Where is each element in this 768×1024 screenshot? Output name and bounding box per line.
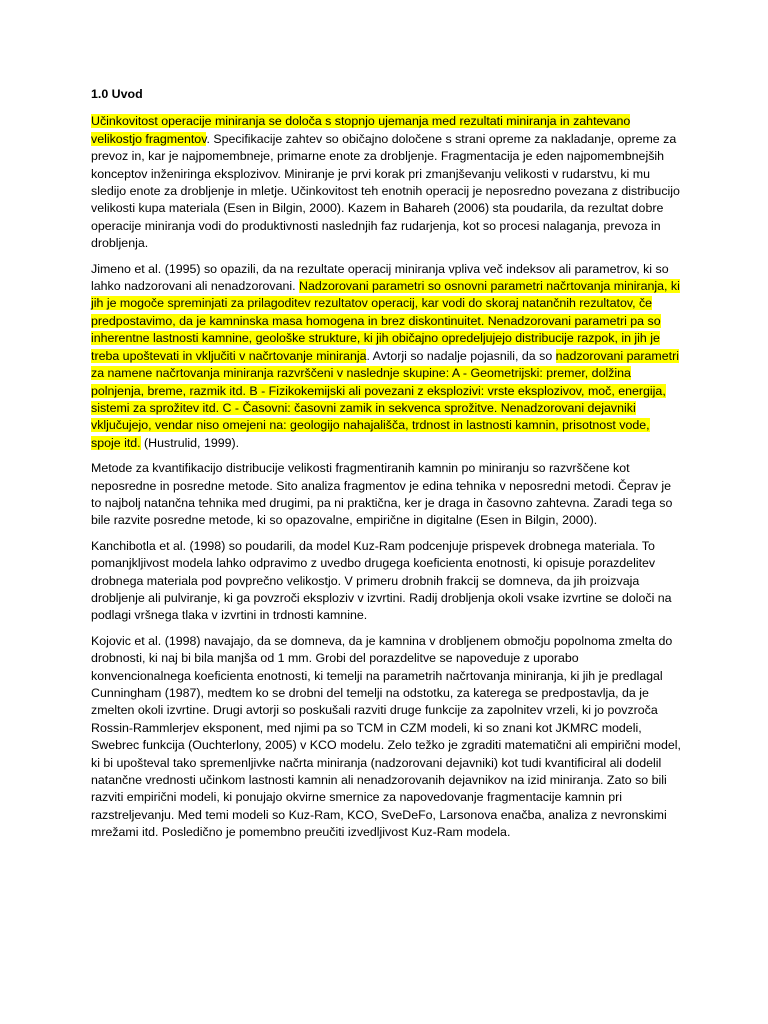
body-text: . Specifikacije zahtev so običajno določene s strani opreme za nakladanje, opreme za prevoz in, kar je najpomembneje, primarne enote za drobljenje. Fragmentacija je eden najpomembnejših konceptov inženiringa eksplozivov. Miniranje je prvi korak pri zmanjševanju velikosti v rudarstvu, ki mu sledijo enote za drobljenje in mletje. Učinkovitost teh enotnih operacij je neposredno povezana z distribucijo velikosti kupa materiala (Esen in Bilgin, 2000). Kazem in Bahareh (2006) sta poudarila, da rezultat dobre operacije miniranja vodi do produktivnosti naslednjih faz rudarjenja, kot so procesi nalaganja, prevoza in drobljenja. — [91, 131, 680, 251]
body-text: Kanchibotla et al. (1998) so poudarili, da model Kuz-Ram podcenjuje prispevek drobnega materiala. To pomanjkljivost modela lahko odpravimo z uvedbo drugega koeficienta enotnosti, ki opisuje porazdelitev drobnega materiala pod povprečno velikostjo. V primeru drobnih frakcij se domneva, da jih proizvaja drobljenje ali pulviranje, ki ga povzroči eksploziv v izvrtini. Radij drobljenja okoli vsake izvrtine se določi na podlagi vršnega tlaka v izvrtini in trdnosti kamnine. — [91, 538, 672, 623]
body-text: . Avtorji so nadalje pojasnili, da so — [366, 348, 556, 363]
highlighted-text: Nadzorovani parametri so osnovni parametri načrtovanja miniranja, ki jih je mogoče spreminjati za prilagoditev rezultatov operacij, kar vodi do skoraj natančnih rezultatov, če predpostavimo, da je kamninska masa homogena in brez diskontinuitet. Nenadzorovani parametri pa so inherentne lastnosti kamnine, geološke strukture, ki jih običajno opredeljujejo distribucije razpok, in jih je treba upoštevati in vključiti v načrtovanje miniranja — [91, 279, 680, 363]
body-text: Kojovic et al. (1998) navajajo, da se domneva, da je kamnina v drobljenem območju popolnoma zmelta do drobnosti, ki naj bi bila manjša od 1 mm. Grobi del porazdelitve se napoveduje z uporabo konvencionalnega koeficienta enotnosti, ki temelji na parametrih načrtovanja miniranja, ki jih je predlagal Cunningham (1987), medtem ko se drobni del temelji na odstotku, za katerega se predpostavlja, da je zmelten okoli izvrtine. Drugi avtorji so poskušali razviti druge funkcije za zapolnitev vrzeli, ki jo povzroča Rossin-Rammlerjev eksponent, med njimi pa so TCM in CZM modeli, ki so znani kot JKMRC modeli, Swebrec funkcija (Ouchterlony, 2005) v KCO modelu. Zelo težko je zgraditi matematični ali empirični model, ki bi upošteval tako spremenljivke načrta miniranja (nadzorovani dejavniki) kot tudi kvantificiral ali dodelil natančne vrednosti učinkom lastnosti kamnin ali nenadzorovanih dejavnikov na izid miniranja. Zato so bili razviti empirični modeli, ki ponujajo okvirne smernice za napovedovanje fragmentacije kamnin pri razstreljevanju. Med temi modeli so Kuz-Ram, KCO, SveDeFo, Larsonova enačba, analiza z nevronskimi mrežami itd. Posledično je pomembno preučiti izvedljivost Kuz-Ram modela. — [91, 633, 681, 840]
highlighted-text: nadzorovani parametri za namene načrtovanja miniranja razvrščeni v naslednje skupine: A - Geometrijski: premer, dolžina polnjenja, breme, razmik itd. B - Fizikokemijski ali povezani z eksplozivi: vrste eksplozivov, moč, energija, sistemi za sprožitev itd. C - Časovni: časovni zamik in sekvenca sprožitve. Nenadzorovani dejavniki vključujejo, vendar niso omejeni na: geologijo nahajališča, trdnost in lastnosti kamnin, prisotnost vode, spoje itd. — [91, 348, 679, 450]
paragraph-parameters — [91, 261, 681, 452]
document-page — [91, 86, 681, 850]
section-heading: 1.0 Uvod — [91, 87, 143, 101]
paragraph-intro — [91, 113, 681, 252]
body-text: (Hustrulid, 1999). — [140, 435, 240, 450]
body-text: Metode za kvantifikacijo distribucije velikosti fragmentiranih kamnin po miniranju so razvrščene kot neposredne in posredne metode. Sito analiza fragmentov je edina tehnika v neposredni metodi. Čeprav je to najbolj natančna tehnika med drugimi, pa ni praktična, ker je draga in časovno zahtevna. Zaradi tega so bile razvite posredne metode, ki so opazovalne, empirične in digitalne (Esen in Bilgin, 2000). — [91, 461, 673, 528]
body-text: Jimeno et al. (1995) so opazili, da na rezultate operacij miniranja vpliva več indeksov ali parametrov, ki so lahko nadzorovani ali nenadzorovani. — [91, 261, 669, 294]
highlighted-text: Učinkovitost operacije miniranja se določa s stopnjo ujemanja med rezultati miniranja in zahtevano velikostjo fragmentov — [91, 114, 631, 146]
paragraph-kuz-ram — [91, 538, 681, 625]
paragraph-methods — [91, 460, 681, 530]
paragraph-models — [91, 633, 681, 842]
